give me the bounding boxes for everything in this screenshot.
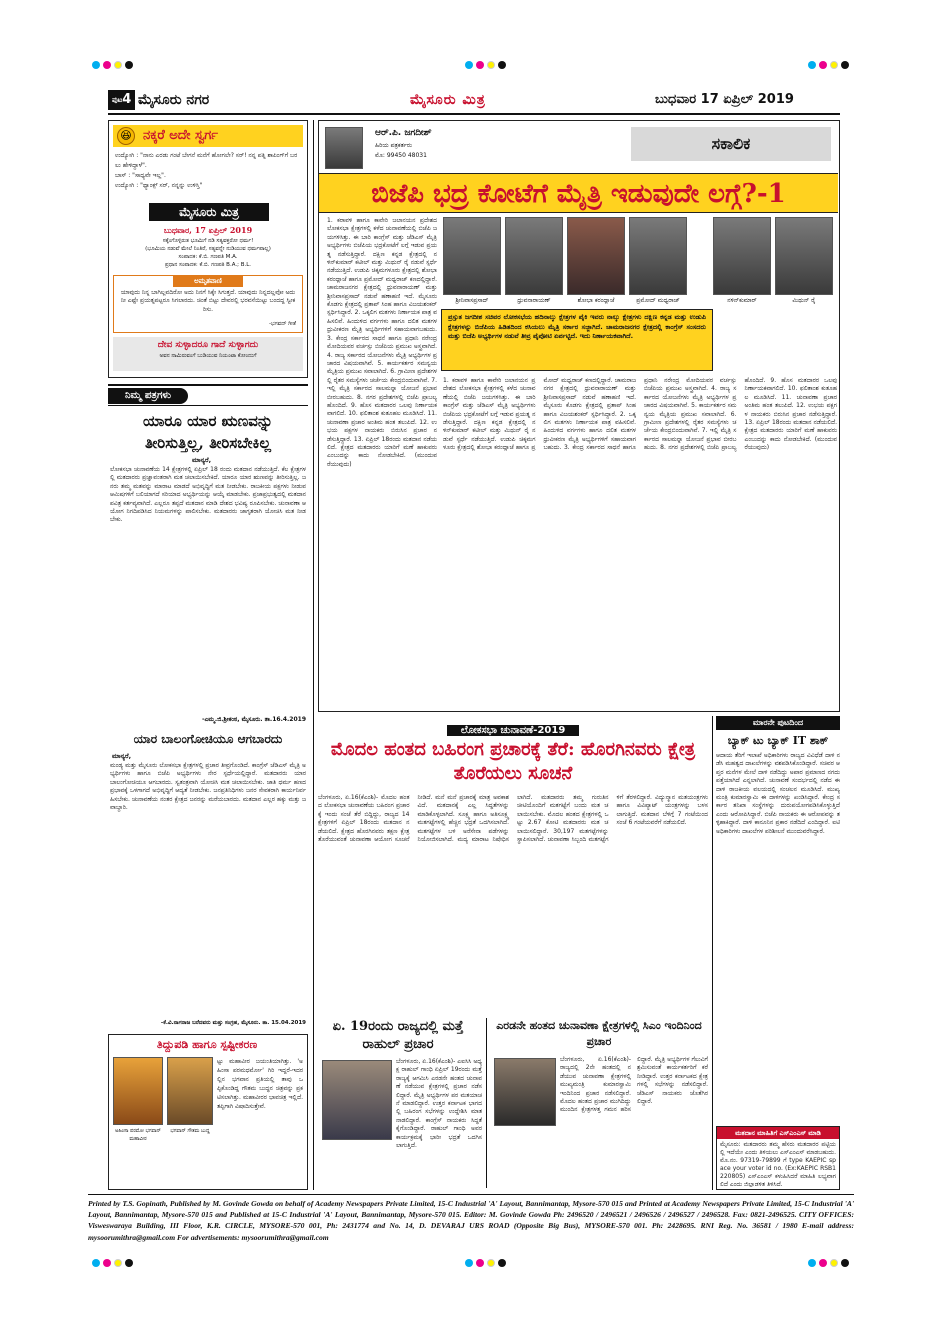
mahaveer-portrait (113, 1057, 163, 1125)
registration-dots-bottom-left (92, 1252, 136, 1271)
registration-dots-bottom-right (808, 1252, 852, 1271)
amrutavani-title: ಅಮೃತವಾಣಿ (173, 276, 243, 287)
section-title: ಮೈಸೂರು ನಗರ (138, 92, 210, 108)
caption-nalin: ನಳಿನ್‌ಕುಮಾರ್ (727, 297, 757, 304)
letter2-salutation: ಮಾನ್ಯರೆ, (112, 752, 132, 760)
registration-dots-bottom-center (465, 1252, 509, 1271)
header-rule (108, 113, 840, 115)
photo-srinivasaprasad (443, 217, 501, 295)
continued-label: ಮಾರನೇ ಪುಟದಿಂದ (716, 716, 840, 730)
photo-dhruvanarayan (505, 217, 563, 295)
photo-pramod (629, 217, 687, 295)
issue-date: ಬುಧವಾರ 17 ಏಪ್ರಿಲ್ 2019 (655, 92, 794, 107)
election-kicker-wrap (318, 718, 708, 734)
right-divider (712, 716, 713, 1190)
edition-lines: ಸಕ್ಕೆಂಗೊಳ್ಳಿರುತ ಭೂಮಿಗೆ ನಡಿ ಸತ್ಯವಕ್ತರೋ ಧರ್ಮ! (ಭೂಮಿಯ ನಡುವೆ ಮೇಲೆ ನಿಂತಿರೆ, ಸತ್ಯವನ್ನೇ ನುಡಿಯುವ ಧರ್ಮಪಾಲ್ಲ) ಸಂಪಾದಕ: ಕೆ.ಬಿ. ಗಣಪತಿ M.A. ಪ್ರಧಾನ ಸಂಪಾದಕ: ಕೆ.ಬಿ. ಗಣಪತಿ B.A.; B.L. (145, 238, 271, 268)
author-phone: ಮೊ: 99450 48031 (375, 152, 427, 159)
column-body-col1: 1. ಕರಾವಳಿ ಹಾಗೂ ಕಾವೇರಿ ಜಲಾನಯನ ಪ್ರದೇಶದ ಲೋಕಸಭಾ ಕ್ಷೇತ್ರಗಳಲ್ಲಿ ಕಳೆದ ಚುನಾವಣೆಯಲ್ಲಿ ಬಿಜೆಪಿ ಜಯಗಳಿಸಿತ್ತು. ಈ ಬಾರಿ ಕಾಂಗ್ರೆಸ್ ಮತ್ತು ಜೆಡಿಎಸ್ ಮೈತ್ರಿ ಅಭ್ಯರ್ಥಿಗಳು ಬಿಜೆಪಿಯ ಭದ್ರಕೋಟೆಗೆ ಲಗ್ಗೆ ಇಡುವ ಪ್ರಯತ್ನ ನಡೆಸುತ್ತಿದ್ದಾರೆ. ದಕ್ಷಿಣ ಕನ್ನಡ ಕ್ಷೇತ್ರದಲ್ಲಿ ನಳಿನ್‌ಕುಮಾರ್ ಕಟೀಲ್ ಮತ್ತು ಮಿಥುನ್ ರೈ ನಡುವೆ ಸ್ಪರ್ಧೆ ನಡೆಯುತ್ತಿದೆ. ಉಡುಪಿ ಚಿಕ್ಕಮಗಳೂರು ಕ್ಷೇತ್ರದಲ್ಲಿ ಶೋಭಾ ಕರಂದ್ಲಾಜೆ ಹಾಗೂ ಪ್ರಮೋದ್ ಮಧ್ವರಾಜ್ ಕಣದಲ್ಲಿದ್ದಾರೆ. ಚಾಮರಾಜನಗರ ಕ್ಷೇತ್ರದಲ್ಲಿ ಧ್ರುವನಾರಾಯಣ್ ಮತ್ತು ಶ್ರೀನಿವಾಸಪ್ರಸಾದ್ ನಡುವೆ ಹಣಾಹಣಿ ಇದೆ. ಮೈಸೂರು ಕೊಡಗು ಕ್ಷೇತ್ರದಲ್ಲಿ ಪ್ರತಾಪ್ ಸಿಂಹ ಹಾಗೂ ವಿಜಯಶಂಕರ್ ಸ್ಪರ್ಧಿಸಿದ್ದಾರೆ. 2. ಒಕ್ಕಲಿಗ ಮತಗಳು ನಿರ್ಣಾಯಕ ಪಾತ್ರ ವಹಿಸಲಿವೆ. ಹಿಂದುಳಿದ ವರ್ಗಗಳು ಹಾಗೂ ದಲಿತ ಮತಗಳ ಧ್ರುವೀಕರಣ ಮೈತ್ರಿ ಅಭ್ಯರ್ಥಿಗಳಿಗೆ ಸಹಾಯವಾಗಬಹುದು. 3. ಕೇಂದ್ರ ಸರ್ಕಾರದ ಸಾಧನೆ ಹಾಗೂ ಪ್ರಧಾನಿ ನರೇಂದ್ರ ಮೋದಿಯವರ ವರ್ಚಸ್ಸು ಬಿಜೆಪಿಯ ಪ್ರಮುಖ ಅಸ್ತ್ರವಾಗಿದೆ. 4. ರಾಜ್ಯ ಸರ್ಕಾರದ ಯೋಜನೆಗಳು ಮೈತ್ರಿ ಅಭ್ಯರ್ಥಿಗಳ ಪ್ರಚಾರದ ವಿಷಯವಾಗಿವೆ. 5. ಕಾರ್ಯಕರ್ತರ ಸಮನ್ವಯ ಮೈತ್ರಿಯ ಪ್ರಮುಖ ಸವಾಲಾಗಿದೆ. 6. ಗ್ರಾಮೀಣ ಪ್ರದೇಶಗಳಲ್ಲಿ ರೈತರ ಸಮಸ್ಯೆಗಳು ಚರ್ಚೆಯ ಕೇಂದ್ರಬಿಂದುವಾಗಿವೆ. 7. ಇಲ್ಲಿ ಮೈತ್ರಿ ಸರ್ಕಾರದ ಸಾಲಮನ್ನಾ ಯೋಜನೆ ಪ್ರಭಾವ ಬೀರಬಹುದು. 8. ನಗರ ಪ್ರದೇಶಗಳಲ್ಲಿ ಬಿಜೆಪಿ ಪ್ರಾಬಲ್ಯ ಹೊಂದಿದೆ. 9. ಹೊಸ ಮತದಾರರ ಒಲವು ನಿರ್ಣಾಯಕವಾಗಲಿದೆ. 10. ಫಲಿತಾಂಶ ಕುತೂಹಲ ಮೂಡಿಸಿದೆ. 11. ಚುನಾವಣಾ ಪ್ರಚಾರ ಅಂತಿಮ ಹಂತ ತಲುಪಿದೆ. 12. ಉಭಯ ಪಕ್ಷಗಳ ನಾಯಕರು ಬಿರುಸಿನ ಪ್ರಚಾರ ನಡೆಸುತ್ತಿದ್ದಾರೆ. 13. ಏಪ್ರಿಲ್ 18ರಂದು ಮತದಾನ ನಡೆಯಲಿದೆ. ಕ್ಷೇತ್ರದ ಮತದಾರರು ಯಾರಿಗೆ ಮಣೆ ಹಾಕುವರು ಎಂಬುದನ್ನು ಕಾದು ನೋಡಬೇಕಿದೆ. (ಮುಂದುವರೆಯುವುದು) (327, 217, 437, 468)
proverb-text: ಅವನ ನಾಮಿರುವಂಗೆ ಬುಡಿಯುವ ನಿಯಂಟಾ ಕೋಂದುಗೆ (159, 353, 257, 359)
amrutavani-author: -ಭಗವದ್ ಗೀತೆ (268, 321, 296, 327)
second-phase-body: ಬೆಂಗಳೂರು, ಏ.16(ಕೆಎಂಶಿ)- ರಾಜ್ಯದಲ್ಲಿ 2ನೇ ಹಂತದಲ್ಲಿ ನಡೆಯುವ ಚುನಾವಣಾ ಕ್ಷೇತ್ರಗಳಲ್ಲಿ ಮುಖ್ಯಮಂತ್ರಿ ಕುಮಾರಸ್ವಾಮಿ ಇಂದಿನಿಂದ ಪ್ರಚಾರ ನಡೆಸಲಿದ್ದಾರೆ. ಮೊದಲ ಹಂತದ ಪ್ರಚಾರ ಮುಗಿದಿದ್ದು ಮುಂದಿನ ಕ್ಷೇತ್ರಗಳತ್ತ ಗಮನ ಹರಿಸಲಿದ್ದಾರೆ. ಮೈತ್ರಿ ಅಭ್ಯರ್ಥಿಗಳ ಗೆಲುವಿಗೆ ಶ್ರಮಿಸುವಂತೆ ಕಾರ್ಯಕರ್ತರಿಗೆ ಕರೆ ನೀಡಿದ್ದಾರೆ. ಉತ್ತರ ಕರ್ನಾಟಕದ ಕ್ಷೇತ್ರಗಳಲ್ಲಿ ಸಭೆಗಳನ್ನು ನಡೆಸಲಿದ್ದಾರೆ. ಜೆಡಿಎಸ್ ನಾಯಕರು ಜೊತೆಗಿರಲಿದ್ದಾರೆ. (560, 1056, 708, 1114)
letter2-signature: -ಕೆ.ವಿ.ನಾಗರಾಜ ಬರೆದವರು ಮತ್ತು ಸಂಗ್ರಹ, ಮೈಸೂರು. ತಾ. 15.04.2019 (160, 1020, 306, 1026)
proverb-box (113, 337, 303, 371)
edition-date: ಬುಧವಾರ, 17 ಏಪ್ರಿಲ್ 2019 (163, 225, 253, 235)
laughing-face-icon: 😆 (117, 127, 135, 145)
masthead: ಮೈಸೂರು ಮಿತ್ರ (410, 92, 486, 108)
column-body-main: 1. ಕರಾವಳಿ ಹಾಗೂ ಕಾವೇರಿ ಜಲಾನಯನ ಪ್ರದೇಶದ ಲೋಕಸಭಾ ಕ್ಷೇತ್ರಗಳಲ್ಲಿ ಕಳೆದ ಚುನಾವಣೆಯಲ್ಲಿ ಬಿಜೆಪಿ ಜಯಗಳಿಸಿತ್ತು. ಈ ಬಾರಿ ಕಾಂಗ್ರೆಸ್ ಮತ್ತು ಜೆಡಿಎಸ್ ಮೈತ್ರಿ ಅಭ್ಯರ್ಥಿಗಳು ಬಿಜೆಪಿಯ ಭದ್ರಕೋಟೆಗೆ ಲಗ್ಗೆ ಇಡುವ ಪ್ರಯತ್ನ ನಡೆಸುತ್ತಿದ್ದಾರೆ. ದಕ್ಷಿಣ ಕನ್ನಡ ಕ್ಷೇತ್ರದಲ್ಲಿ ನಳಿನ್‌ಕುಮಾರ್ ಕಟೀಲ್ ಮತ್ತು ಮಿಥುನ್ ರೈ ನಡುವೆ ಸ್ಪರ್ಧೆ ನಡೆಯುತ್ತಿದೆ. ಉಡುಪಿ ಚಿಕ್ಕಮಗಳೂರು ಕ್ಷೇತ್ರದಲ್ಲಿ ಶೋಭಾ ಕರಂದ್ಲಾಜೆ ಹಾಗೂ ಪ್ರಮೋದ್ ಮಧ್ವರಾಜ್ ಕಣದಲ್ಲಿದ್ದಾರೆ. ಚಾಮರಾಜನಗರ ಕ್ಷೇತ್ರದಲ್ಲಿ ಧ್ರುವನಾರಾಯಣ್ ಮತ್ತು ಶ್ರೀನಿವಾಸಪ್ರಸಾದ್ ನಡುವೆ ಹಣಾಹಣಿ ಇದೆ. ಮೈಸೂರು ಕೊಡಗು ಕ್ಷೇತ್ರದಲ್ಲಿ ಪ್ರತಾಪ್ ಸಿಂಹ ಹಾಗೂ ವಿಜಯಶಂಕರ್ ಸ್ಪರ್ಧಿಸಿದ್ದಾರೆ. 2. ಒಕ್ಕಲಿಗ ಮತಗಳು ನಿರ್ಣಾಯಕ ಪಾತ್ರ ವಹಿಸಲಿವೆ. ಹಿಂದುಳಿದ ವರ್ಗಗಳು ಹಾಗೂ ದಲಿತ ಮತಗಳ ಧ್ರುವೀಕರಣ ಮೈತ್ರಿ ಅಭ್ಯರ್ಥಿಗಳಿಗೆ ಸಹಾಯವಾಗಬಹುದು. 3. ಕೇಂದ್ರ ಸರ್ಕಾರದ ಸಾಧನೆ ಹಾಗೂ ಪ್ರಧಾನಿ ನರೇಂದ್ರ ಮೋದಿಯವರ ವರ್ಚಸ್ಸು ಬಿಜೆಪಿಯ ಪ್ರಮುಖ ಅಸ್ತ್ರವಾಗಿದೆ. 4. ರಾಜ್ಯ ಸರ್ಕಾರದ ಯೋಜನೆಗಳು ಮೈತ್ರಿ ಅಭ್ಯರ್ಥಿಗಳ ಪ್ರಚಾರದ ವಿಷಯವಾಗಿವೆ. 5. ಕಾರ್ಯಕರ್ತರ ಸಮನ್ವಯ ಮೈತ್ರಿಯ ಪ್ರಮುಖ ಸವಾಲಾಗಿದೆ. 6. ಗ್ರಾಮೀಣ ಪ್ರದೇಶಗಳಲ್ಲಿ ರೈತರ ಸಮಸ್ಯೆಗಳು ಚರ್ಚೆಯ ಕೇಂದ್ರಬಿಂದುವಾಗಿವೆ. 7. ಇಲ್ಲಿ ಮೈತ್ರಿ ಸರ್ಕಾರದ ಸಾಲಮನ್ನಾ ಯೋಜನೆ ಪ್ರಭಾವ ಬೀರಬಹುದು. 8. ನಗರ ಪ್ರದೇಶಗಳಲ್ಲಿ ಬಿಜೆಪಿ ಪ್ರಾಬಲ್ಯ ಹೊಂದಿದೆ. 9. ಹೊಸ ಮತದಾರರ ಒಲವು ನಿರ್ಣಾಯಕವಾಗಲಿದೆ. 10. ಫಲಿತಾಂಶ ಕುತೂಹಲ ಮೂಡಿಸಿದೆ. 11. ಚುನಾವಣಾ ಪ್ರಚಾರ ಅಂತಿಮ ಹಂತ ತಲುಪಿದೆ. 12. ಉಭಯ ಪಕ್ಷಗಳ ನಾಯಕರು ಬಿರುಸಿನ ಪ್ರಚಾರ ನಡೆಸುತ್ತಿದ್ದಾರೆ. 13. ಏಪ್ರಿಲ್ 18ರಂದು ಮತದಾನ ನಡೆಯಲಿದೆ. ಕ್ಷೇತ್ರದ ಮತದಾರರು ಯಾರಿಗೆ ಮಣೆ ಹಾಕುವರು ಎಂಬುದನ್ನು ಕಾದು ನೋಡಬೇಕಿದೆ. (ಮುಂದುವರೆಯುವುದು) (443, 377, 837, 452)
sakalika-column (318, 120, 840, 712)
it-body: ಆದಾಯ ತೆರಿಗೆ ಇಲಾಖೆ ಅಧಿಕಾರಿಗಳು ರಾಜ್ಯದ ವಿವಿಧೆಡೆ ದಾಳಿ ನಡೆಸಿ ಮಹತ್ವದ ದಾಖಲೆಗಳನ್ನು ವಶಪಡಿಸಿಕೊಂಡಿದ್ದಾರೆ. ಸಚಿವರ ಆಪ್ತರ ಮನೆಗಳ ಮೇಲೆ ದಾಳಿ ನಡೆದಿದ್ದು ಅಪಾರ ಪ್ರಮಾಣದ ನಗದು ಪತ್ತೆಯಾಗಿದೆ ಎನ್ನಲಾಗಿದೆ. ಚುನಾವಣೆ ಸಂದರ್ಭದಲ್ಲಿ ನಡೆದ ಈ ದಾಳಿ ರಾಜಕೀಯ ವಲಯದಲ್ಲಿ ಸಂಚಲನ ಮೂಡಿಸಿದೆ. ಮುಖ್ಯಮಂತ್ರಿ ಕುಮಾರಸ್ವಾಮಿ ಈ ದಾಳಿಗಳನ್ನು ಖಂಡಿಸಿದ್ದಾರೆ. ಕೇಂದ್ರ ಸರ್ಕಾರ ತನಿಖಾ ಸಂಸ್ಥೆಗಳನ್ನು ದುರುಪಯೋಗಪಡಿಸಿಕೊಳ್ಳುತ್ತಿದೆ ಎಂದು ಆರೋಪಿಸಿದ್ದಾರೆ. ಬಿಜೆಪಿ ನಾಯಕರು ಈ ಆರೋಪವನ್ನು ತಳ್ಳಿಹಾಕಿದ್ದಾರೆ. ದಾಳಿ ಕಾನೂನಿನ ಪ್ರಕಾರ ನಡೆದಿದೆ ಎಂದಿದ್ದಾರೆ. ಐಟಿ ಅಧಿಕಾರಿಗಳು ದಾಖಲೆಗಳ ಪರಿಶೀಲನೆ ಮುಂದುವರೆಸಿದ್ದಾರೆ. (716, 752, 840, 835)
correction-title: ತಿದ್ದುಪಡಿ ಹಾಗೂ ಸ್ಪಷ್ಟೀಕರಣ (156, 1038, 258, 1051)
imprint-rule (88, 1194, 854, 1195)
letter1-salutation: ಮಾನ್ಯರೆ, (192, 456, 212, 464)
amrutavani-text: ಯಾವುದು ನಿನ್ನ ಬಾಗಿಲ್ಲವದಿರೋ ಅದು ನಿನಗೆ ಸಿಕ್ಕೇ ಸಿಗುತ್ತದೆ. ಯಾವುದು ನಿನ್ನದಲ್ಲವೋ ಅದು ನೀ ಎಷ್ಟೇ ಪ್ರಯತ್ನಪಟ್ಟರೂ ಸಿಗಲಾರದು. ಚಿಂತೆ ಬಿಟ್ಟು ದೇವರಲ್ಲಿ ಭರವಸೆಯಿಟ್ಟು ಬಂದದ್ದ ಸ್ವೀಕರಿಸು. (120, 289, 296, 313)
mahaveer-caption: ಅಹಿಂಸಾ ಪರಮೋ ಭಗವಾನ್ ಮಹಾವೀರ (115, 1128, 161, 1142)
correction-box (108, 1034, 308, 1190)
letter1-title: ಯಾರೂ ಯಾರ ಋಣವನ್ನು ತೀರಿಸುತ್ತಿಲ್ಲ, ತೀರಿಸಬೇಕಿಲ್ಲ (143, 412, 273, 452)
election-body: ಬೆಂಗಳೂರು, ಏ.16(ಕೆಎಂಶಿ)- ಮೊದಲ ಹಂತದ ಲೋಕಸಭಾ ಚುನಾವಣೆಯ ಬಹಿರಂಗ ಪ್ರಚಾರಕ್ಕೆ ಇಂದು ಸಂಜೆ ತೆರೆ ಬಿದ್ದಿದ್ದು, ರಾಜ್ಯದ 14 ಕ್ಷೇತ್ರಗಳಿಗೆ ಏಪ್ರಿಲ್ 18ರಂದು ಮತದಾನ ನಡೆಯಲಿದೆ. ಕ್ಷೇತ್ರದ ಹೊರಗಿನವರು ತಕ್ಷಣ ಕ್ಷೇತ್ರ ತೊರೆಯುವಂತೆ ಚುನಾವಣಾ ಆಯೋಗ ಸೂಚನೆ ನೀಡಿದೆ. ಮನೆ ಮನೆ ಪ್ರಚಾರಕ್ಕೆ ಮಾತ್ರ ಅವಕಾಶವಿದೆ. ಮತದಾನಕ್ಕೆ ಎಲ್ಲ ಸಿದ್ಧತೆಗಳನ್ನು ಮಾಡಿಕೊಳ್ಳಲಾಗಿದೆ. ಸೂಕ್ಷ್ಮ ಹಾಗೂ ಅತಿಸೂಕ್ಷ್ಮ ಮತಗಟ್ಟೆಗಳಲ್ಲಿ ಹೆಚ್ಚಿನ ಭದ್ರತೆ ಒದಗಿಸಲಾಗಿದೆ. ಮತಗಟ್ಟೆಗಳ ಬಳಿ ಅರೆಸೇನಾ ಪಡೆಗಳನ್ನು ನಿಯೋಜಿಸಲಾಗಿದೆ. ಮದ್ಯ ಮಾರಾಟ ನಿಷೇಧಿಸಲಾಗಿದೆ. ಮತದಾರರು ತಮ್ಮ ಗುರುತಿನ ಚೀಟಿಯೊಂದಿಗೆ ಮತಗಟ್ಟೆಗೆ ಬಂದು ಮತ ಚಲಾಯಿಸಬೇಕು. ಮೊದಲ ಹಂತದ ಕ್ಷೇತ್ರಗಳಲ್ಲಿ ಒಟ್ಟು 2.67 ಕೋಟಿ ಮತದಾರರು ಮತ ಚಲಾಯಿಸಲಿದ್ದಾರೆ. 30,197 ಮತಗಟ್ಟೆಗಳನ್ನು ಸ್ಥಾಪಿಸಲಾಗಿದೆ. ಚುನಾವಣಾ ಸಿಬ್ಬಂದಿ ಮತಗಟ್ಟೆಗಳಿಗೆ ತೆರಳಲಿದ್ದಾರೆ. ವಿದ್ಯುನ್ಮಾನ ಮತಯಂತ್ರಗಳು ಹಾಗೂ ವಿವಿಪ್ಯಾಟ್ ಯಂತ್ರಗಳನ್ನು ಬಳಸಲಾಗುತ್ತಿದೆ. ಮತದಾನ ಬೆಳಿಗ್ಗೆ 7 ಗಂಟೆಯಿಂದ ಸಂಜೆ 6 ಗಂಟೆಯವರೆಗೆ ನಡೆಯಲಿದೆ. (318, 794, 708, 844)
sms-box (716, 1126, 840, 1190)
imprint: Printed by T.S. Gopinath, Published by M. Govinde Gowda on behalf of Academy Newspapers Private Limited, 15-C Industrial 'A' Layout, Bannimantap, Mysore-570 015 and Printed at Academy Newspapers Private Limited, 15-C Industrial 'A' Layout, Bannimantap, Mysore-570 015 and Published at 15-C Industrial 'A' Layout, Bannimantap, Mysore-570 015. Editor: M. Govinde Gowda Ph: 2496520 / 2496521 / 2496526 / 2496527 / 2496528. Fax: 0821-2496525. CITY OFFICES: Visweswaraya Building, III Floor, K.R. CIRCLE, MYSORE-570 001, Ph: 2431774 and No. 14, D. DEVARAJ URS ROAD (Opposite Big Bus), MYSORE-570 001. Ph: 2428695. RNI Reg. No. 36581 / 1980 E-mail address: mysoorumithra@gmail.com For advertisements: mysoorumithra@gmail.com (88, 1199, 854, 1242)
photo-shobha (567, 217, 625, 295)
caption-srinivasaprasad: ಶ್ರೀನಿವಾಸಪ್ರಸಾದ್ (455, 297, 489, 304)
buddha-portrait (167, 1057, 213, 1125)
author-name: ಆರ್.ಪಿ. ಜಗದೀಶ್ (375, 128, 432, 138)
author-photo (325, 127, 363, 169)
pull-quote: ಪ್ರಸ್ತುತ ಜಗದೀಶ ಸಚಿವರ ಲೋಕಸಭೆಯ ಹದಿನಾಲ್ಕು ಕ್ಷೇತ್ರಗಳ ಪೈಕಿ ಇವರು ನಾಲ್ಕು ಕ್ಷೇತ್ರಗಳು ದಕ್ಷಿಣ ಕನ್ನಡ ಮತ್ತು ಉಡುಪಿ ಕ್ಷೇತ್ರಗಳನ್ನು ಬಿಜೆಪಿಯ ಹಿಡಿತದಿಂದ ಕಸಿಯಲು ಮೈತ್ರಿ ಸರ್ಕಾರ ಸಜ್ಜಾಗಿದೆ. ಚಾಮರಾಜನಗರ ಕ್ಷೇತ್ರದಲ್ಲಿ ಕಾಂಗ್ರೆಸ್ ಸಂಸದರು ಮತ್ತು ಬಿಜೆಪಿ ಅಭ್ಯರ್ಥಿಗಳ ನಡುವೆ ತೀವ್ರ ಪೈಪೋಟಿ ಏರ್ಪಟ್ಟಿದೆ. ಇದು ನಿರ್ಣಾಯಕವಾಗಿದೆ. (441, 309, 713, 371)
photo-mithun (775, 217, 833, 295)
registration-dots-top-left (92, 54, 136, 73)
correction-text: ಟ್ಟು ಮಹಾವೀರ ಜಯಂತಿಯಾಗಿತ್ತು. 'ಅಹಿಂಸಾ ಪರಮಧರ್ಮೋ' ಗಿರಿ ಇದ್ದರೆ-ಇದರಲ್ಲಿನ ಭಗವಾನ ಪ್ರತಿಯಲ್ಲಿ ತಾವು ಒಪ್ಪಿಕೊಂಡಿದ್ದ ಗೌತಮ ಬುದ್ಧನ ಚಿತ್ರವನ್ನು ಪ್ರಕಟಿಸಲಾಗಿತ್ತು. ಮಹಾವೀರರ ಭಾವಚಿತ್ರ ಇಲ್ಲಿದೆ. ತಪ್ಪಿಗಾಗಿ ವಿಷಾದಿಸುತ್ತೇವೆ. (217, 1058, 303, 1110)
photo-nalin (713, 217, 771, 295)
caption-dhruvanarayan: ಧ್ರುವನಾರಾಯಣ್ (517, 297, 551, 304)
rahul-body: ಬೆಂಗಳೂರು, ಏ.16(ಕೆಎಂಶಿ)- ಎಐಸಿಸಿ ಅಧ್ಯಕ್ಷ ರಾಹುಲ್ ಗಾಂಧಿ ಏಪ್ರಿಲ್ 19ರಂದು ಮತ್ತೆ ರಾಜ್ಯಕ್ಕೆ ಆಗಮಿಸಿ ಎರಡನೇ ಹಂತದ ಚುನಾವಣೆ ನಡೆಯುವ ಕ್ಷೇತ್ರಗಳಲ್ಲಿ ಪ್ರಚಾರ ನಡೆಸಲಿದ್ದಾರೆ. ಮೈತ್ರಿ ಅಭ್ಯರ್ಥಿಗಳ ಪರ ಮತಯಾಚನೆ ಮಾಡಲಿದ್ದಾರೆ. ಉತ್ತರ ಕರ್ನಾಟಕ ಭಾಗದಲ್ಲಿ ಬಹಿರಂಗ ಸಭೆಗಳನ್ನು ಉದ್ದೇಶಿಸಿ ಮಾತನಾಡಲಿದ್ದಾರೆ. ಕಾಂಗ್ರೆಸ್ ನಾಯಕರು ಸಿದ್ಧತೆ ಕೈಗೊಂಡಿದ್ದಾರೆ. ರಾಹುಲ್ ಗಾಂಧಿ ಅವರ ಕಾರ್ಯಕ್ರಮಕ್ಕೆ ಭಾರೀ ಭದ್ರತೆ ಒದಗಿಸಲಾಗುತ್ತಿದೆ. (396, 1058, 482, 1150)
brand-logo: ಮೈಸೂರು ಮಿತ್ರ (149, 203, 269, 221)
author-role: ಹಿರಿಯ ಪತ್ರಕರ್ತರು (375, 142, 412, 149)
joke-text: ಉದ್ಯೋಗಿ : "ನಾನು ಎರಡು ಗಂಟೆ ಬೇಗನೆ ಮನೆಗೆ ಹೋಗಲೇ? ಸರ್! ನನ್ನ ಪತ್ನಿ ಶಾಪಿಂಗ್‌ಗೆ ಬರಲು ಹೇಳಿದ್ದಾಳೆ". ಬಾಸ್ : "ಸಾಧ್ಯವೇ ಇಲ್ಲ". ಉದ್ಯೋಗಿ : "ಥ್ಯಾಂಕ್ಸ್ ಸರ್, ನನ್ನನ್ನು ಉಳಿಸ್ತಿ" (115, 152, 298, 189)
rahul-headline: ಏ. 19ರಂದು ರಾಜ್ಯದಲ್ಲಿ ಮತ್ತೆ ರಾಹುಲ್ ಪ್ರಚಾರ (332, 1019, 464, 1052)
sms-title: ಮತದಾನ ಮಾಹಿತಿಗೆ ಎಸ್‌ಎಂಎಸ್ ಮಾಡಿ (717, 1127, 839, 1139)
amrutavani-box (113, 275, 303, 333)
registration-dots-top-center (465, 54, 509, 73)
second-phase-headline: ಎರಡನೇ ಹಂತದ ಚುನಾವಣಾ ಕ್ಷೇತ್ರಗಳಲ್ಲಿ ಸಿಎಂ ಇಂದಿನಿಂದ ಪ್ರಚಾರ (496, 1019, 702, 1048)
letter2-text: ಮಂಡ್ಯ ಮತ್ತು ಮೈಸೂರು ಲೋಕಸಭಾ ಕ್ಷೇತ್ರಗಳಲ್ಲಿ ಪ್ರಚಾರ ತೀವ್ರಗೊಂಡಿದೆ. ಕಾಂಗ್ರೆಸ್ ಜೆಡಿಎಸ್ ಮೈತ್ರಿ ಅಭ್ಯರ್ಥಿಗಳು ಹಾಗೂ ಬಿಜೆಪಿ ಅಭ್ಯರ್ಥಿಗಳು ನೇರ ಸ್ಪರ್ಧೆಯಲ್ಲಿದ್ದಾರೆ. ಮತದಾರರು ಯಾರ ಬಾಲಂಗೋಚಿಯೂ ಆಗಬಾರದು. ಸ್ವತಂತ್ರವಾಗಿ ಯೋಚಿಸಿ ಮತ ಚಲಾಯಿಸಬೇಕು. ಜಾತಿ ಧರ್ಮ ಹಣದ ಪ್ರಭಾವಕ್ಕೆ ಒಳಗಾಗದೆ ಅಭಿವೃದ್ಧಿಗೆ ಆದ್ಯತೆ ನೀಡಬೇಕು. ಜನಪ್ರತಿನಿಧಿಗಳು ಜನರ ಸೇವಕರಾಗಿ ಕಾರ್ಯನಿರ್ವಹಿಸಬೇಕು. ಚುನಾವಣೆಯ ನಂತರ ಕ್ಷೇತ್ರದ ಜನರನ್ನು ಮರೆಯಬಾರದು. ಮತದಾನ ಎಲ್ಲರ ಹಕ್ಕು ಮತ್ತು ಜವಾಬ್ದಾರಿ. (110, 762, 306, 812)
proverb-title: ದೇವ ಸುಳ್ಳಾದರೂ ಗಾದೆ ಸುಳ್ಳಾಗದು (157, 340, 259, 350)
story-divider (486, 1018, 487, 1188)
nakkare-box (108, 120, 308, 378)
letter1-signature: -ಎಮ್ಮ.ಜಿ.ಶ್ರೀಕಂಠ, ಮೈಸೂರು. ತಾ.16.4.2019 (201, 716, 306, 723)
caption-mithun: ಮಿಥುನ್ ರೈ (792, 297, 816, 304)
column-label: ಸಕಾಲಿಕ (631, 127, 831, 161)
cm-photo (494, 1058, 556, 1126)
rahul-photo (322, 1060, 392, 1140)
letter1-text: ಲೋಕಸಭಾ ಚುನಾವಣೆಯ 14 ಕ್ಷೇತ್ರಗಳಲ್ಲಿ ಏಪ್ರಿಲ್ 18 ರಂದು ಮತದಾನ ನಡೆಯುತ್ತಿದೆ. ಕೆಲ ಕ್ಷೇತ್ರಗಳಲ್ಲಿ ಮತದಾರರು ಪ್ರಜ್ಞಾವಂತರಾಗಿ ಮತ ಚಲಾಯಿಸಬೇಕಿದೆ. ಯಾರೂ ಯಾರ ಋಣವನ್ನು ತೀರಿಸುತ್ತಿಲ್ಲ. ಜನರು ತಮ್ಮ ಮತವನ್ನು ಮಾರಾಟ ಮಾಡದೆ ಅಭಿವೃದ್ಧಿಗೆ ಮತ ನೀಡಬೇಕು. ರಾಜಕೀಯ ಪಕ್ಷಗಳು ನೀಡುವ ಆಮಿಷಗಳಿಗೆ ಬಲಿಯಾಗದೆ ಸರಿಯಾದ ಅಭ್ಯರ್ಥಿಯನ್ನು ಆಯ್ಕೆ ಮಾಡಬೇಕು. ಪ್ರಜಾಪ್ರಭುತ್ವದಲ್ಲಿ ಮತದಾನ ಪವಿತ್ರ ಕರ್ತವ್ಯವಾಗಿದೆ. ಎಲ್ಲರೂ ತಪ್ಪದೆ ಮತದಾನ ಮಾಡಿ ದೇಶದ ಭವಿಷ್ಯ ರೂಪಿಸಬೇಕು. ಚುನಾವಣಾ ಆಯೋಗ ನಿಗದಿಪಡಿಸಿದ ನಿಯಮಗಳನ್ನು ಪಾಲಿಸಬೇಕು. ಮತದಾರರು ಜಾಗೃತರಾಗಿ ಯೋಚಿಸಿ ಮತ ನೀಡಬೇಕು. (110, 466, 306, 524)
page-number: $^{ಪುಟ}$4 (108, 90, 135, 110)
column-divider (313, 120, 314, 1190)
column-headline: ಬಿಜೆಪಿ ಭದ್ರ ಕೋಟೆಗೆ ಮೈತ್ರಿ ಇಡುವುದೇ ಲಗ್ಗೆ?-1 (319, 173, 838, 213)
letter2-title: ಯಾರ ಬಾಲಂಗೋಚಿಯೂ ಆಗಬಾರದು (133, 732, 283, 746)
it-headline: ಬ್ಯಾಕ್ ಟು ಬ್ಯಾಕ್ IT ಶಾಕ್ (727, 734, 829, 747)
election-headline: ಮೊದಲ ಹಂತದ ಬಹಿರಂಗ ಪ್ರಚಾರಕ್ಕೆ ತೆರೆ: ಹೊರಗಿನವರು ಕ್ಷೇತ್ರ ತೊರೆಯಲು ಸೂಚನೆ (330, 739, 696, 784)
nakkare-title: 😆 ನಕ್ಕರೆ ಅದೇ ಸ್ವರ್ಗ (113, 125, 303, 147)
sms-body: ಮೈಸೂರು: ಮತದಾರರು ತಮ್ಮ ಹೆಸರು ಮತದಾರರ ಪಟ್ಟಿಯಲ್ಲಿ ಇದೆಯೇ ಎಂದು ತಿಳಿಯಲು ಎಸ್‌ಎಂಎಸ್ ಮಾಡಬಹುದು. ಮೊ.ನಂ. 97319-79899 ಗೆ type KAEPIC space your voter id no. (Ex:KAEPIC RSB1220805) ಎಸ್‌ಎಂಎಸ್ ಕಳುಹಿಸಿದರೆ ಮಾಹಿತಿ ಲಭ್ಯವಾಗಲಿದೆ ಎಂದು ಜಿಲ್ಲಾಡಳಿತ ತಿಳಿಸಿದೆ. (720, 1141, 836, 1187)
buddha-caption: ಭಗವಾನ್ ಗೌತಮ ಬುದ್ಧ (170, 1128, 210, 1134)
caption-pramod: ಪ್ರಮೋದ್ ಮಧ್ವರಾಜ್ (636, 297, 680, 304)
letters-banner: ನಿಮ್ಮ ಪತ್ರಗಳು (108, 384, 308, 406)
caption-shobha: ಶೋಭಾ ಕರಂದ್ಲಾಜೆ (577, 297, 615, 304)
election-kicker: ಲೋಕಸಭಾ ಚುನಾವಣೆ-2019 (447, 725, 580, 736)
registration-dots-top-right (808, 54, 852, 73)
